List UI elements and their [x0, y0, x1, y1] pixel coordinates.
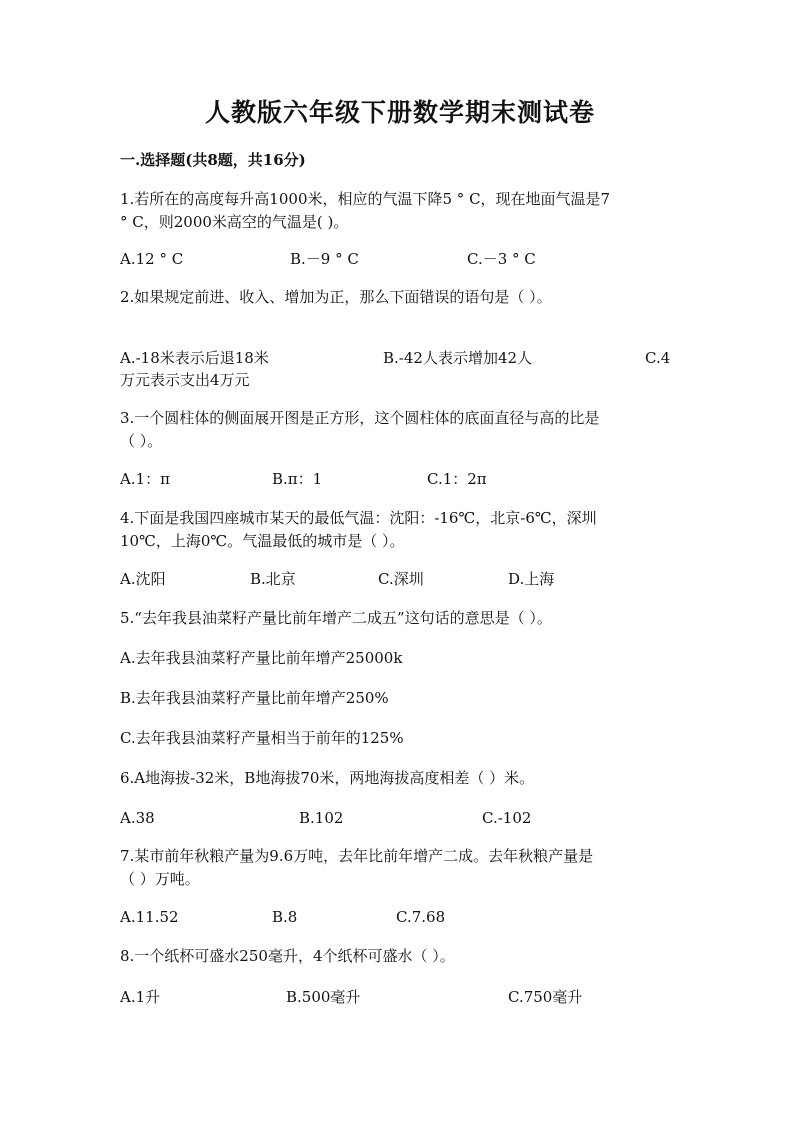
question-4-option-a: A.沈阳	[120, 570, 166, 588]
question-1-option-c: C.－3 ° C	[467, 250, 536, 268]
question-8-option-a: A.1升	[120, 988, 161, 1006]
question-7-option-a: A.11.52	[120, 908, 179, 926]
question-4-line-2: 10℃，上海0℃。气温最低的城市是（ ）。	[120, 532, 405, 550]
question-2-option-c-continued: 万元表示支出4万元	[120, 371, 250, 389]
question-8-option-b: B.500毫升	[286, 988, 361, 1006]
question-7-line-1: 7.某市前年秋粮产量为9.6万吨，去年比前年增产二成。去年秋粮产量是	[120, 847, 594, 865]
question-1-line-1: 1.若所在的高度每升高1000米，相应的气温下降5 ° C，现在地面气温是7	[120, 190, 611, 208]
question-1-option-a: A.12 ° C	[120, 250, 184, 268]
question-3-option-b: B.π：1	[272, 470, 323, 488]
question-6-option-a: A.38	[120, 809, 155, 827]
question-1-option-b: B.－9 ° C	[290, 250, 359, 268]
question-5-option-c: C.去年我县油菜籽产量相当于前年的125%	[120, 729, 404, 747]
question-2-option-a: A.-18米表示后退18米	[120, 349, 269, 367]
question-7-line-2: （ ）万吨。	[120, 870, 200, 888]
question-3-option-c: C.1：2π	[427, 470, 487, 488]
page-title: 人教版六年级下册数学期末测试卷	[204, 98, 595, 127]
question-6-option-b: B.102	[299, 809, 344, 827]
question-3-option-a: A.1：π	[120, 470, 171, 488]
question-4-line-1: 4.下面是我国四座城市某天的最低气温：沈阳：-16℃，北京-6℃，深圳	[120, 509, 597, 527]
question-7-option-b: B.8	[272, 908, 298, 926]
question-8-line-1: 8.一个纸杯可盛水250毫升，4个纸杯可盛水（ ）。	[120, 947, 455, 965]
question-5-option-b: B.去年我县油菜籽产量比前年增产250%	[120, 689, 389, 707]
question-2-option-c: C.4	[645, 349, 671, 367]
question-4-option-c: C.深圳	[378, 570, 424, 588]
section-heading: 一.选择题(共8题，共16分)	[120, 151, 306, 169]
question-3-line-2: （ ）。	[120, 432, 163, 450]
question-1-line-2: ° C，则2000米高空的气温是( )。	[120, 213, 349, 231]
question-3-line-1: 3.一个圆柱体的侧面展开图是正方形，这个圆柱体的底面直径与高的比是	[120, 409, 600, 427]
question-2-option-b: B.-42人表示增加42人	[383, 349, 533, 367]
question-4-option-d: D.上海	[508, 570, 555, 588]
question-8-option-c: C.750毫升	[508, 988, 583, 1006]
question-4-option-b: B.北京	[250, 570, 296, 588]
question-6-option-c: C.-102	[482, 809, 532, 827]
question-2-line-1: 2.如果规定前进、收入、增加为正，那么下面错误的语句是（ ）。	[120, 288, 552, 306]
question-5-line-1: 5.“去年我县油菜籽产量比前年增产二成五”这句话的意思是（ ）。	[120, 609, 552, 627]
question-5-option-a: A.去年我县油菜籽产量比前年增产25000k	[120, 649, 403, 667]
question-6-line-1: 6.A地海拔-32米，B地海拔70米，两地海拔高度相差（ ）米。	[120, 769, 535, 787]
question-7-option-c: C.7.68	[396, 908, 446, 926]
